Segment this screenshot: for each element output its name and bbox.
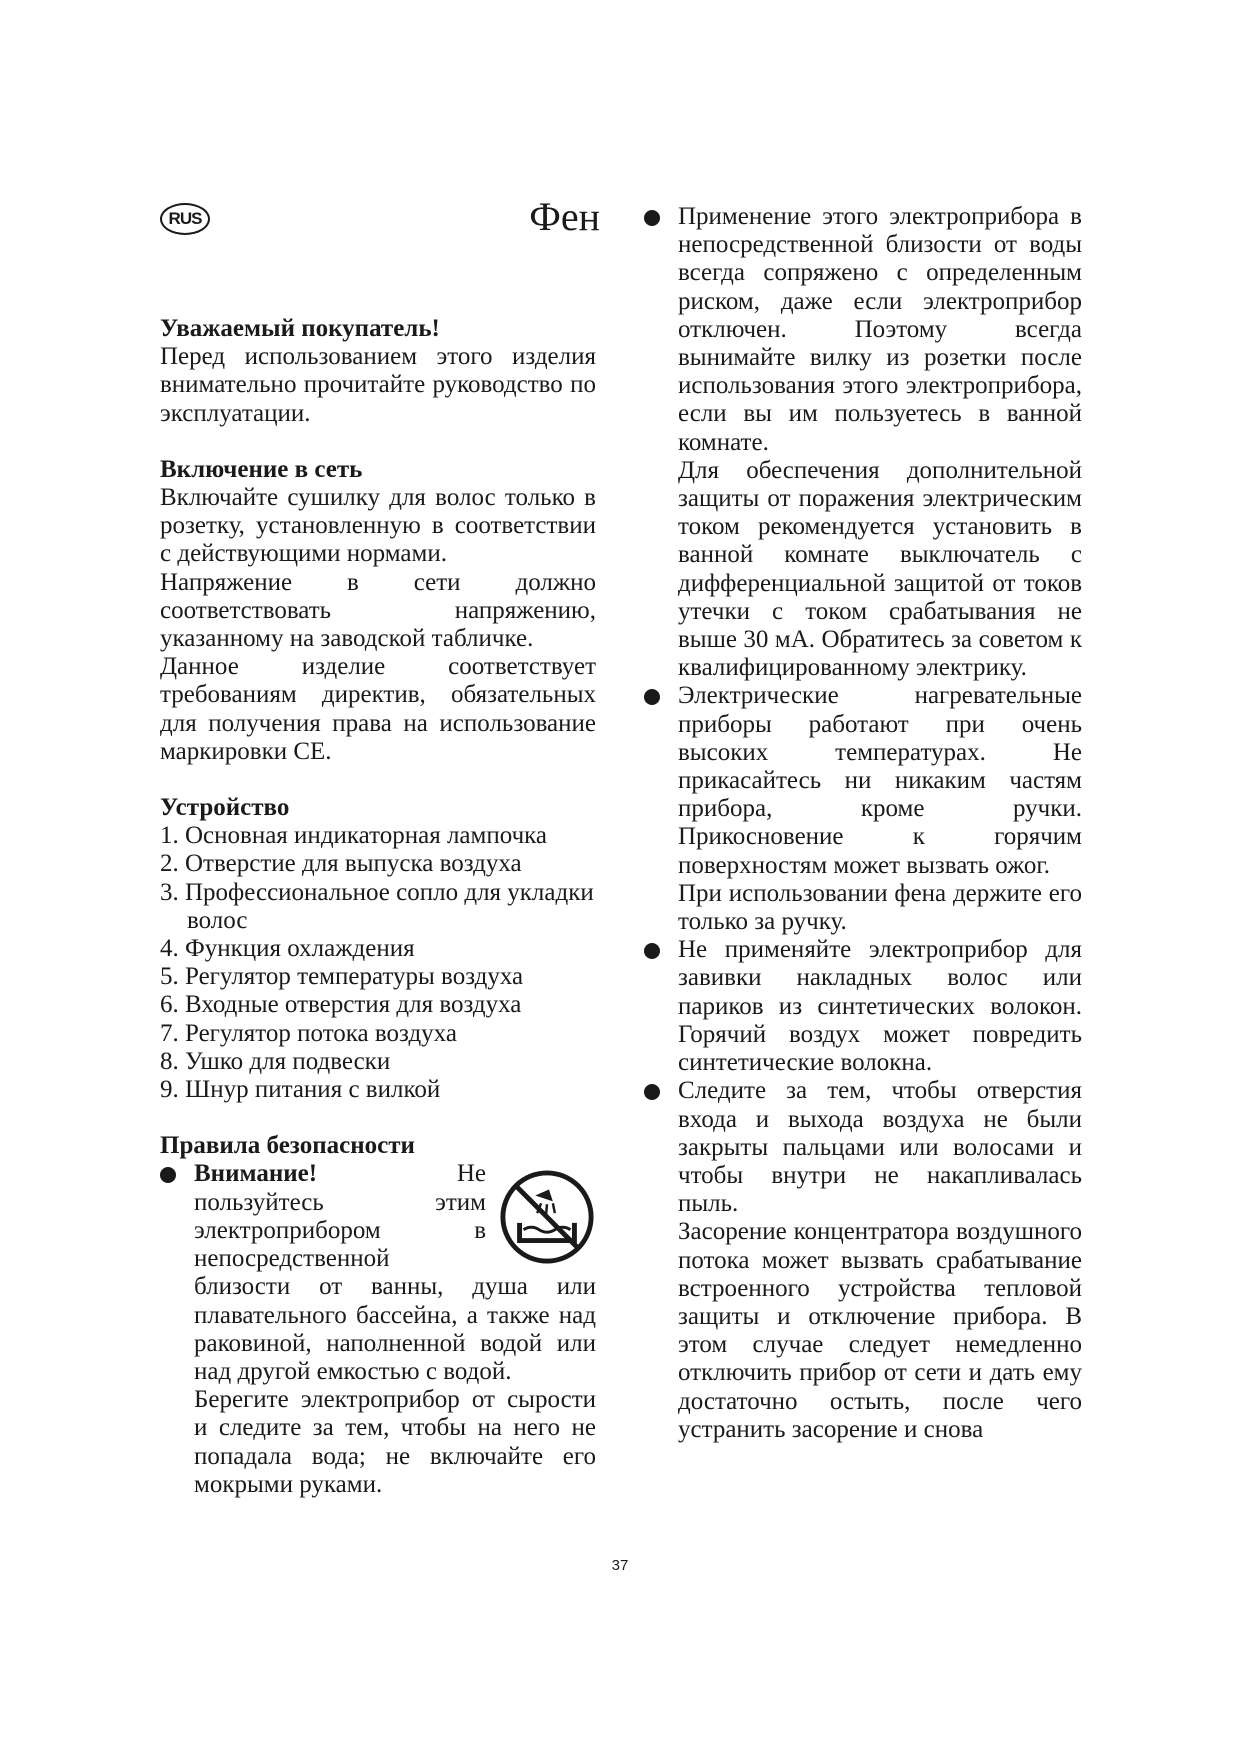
page-title: Фен <box>529 194 600 239</box>
bullet-lead: Следите за тем, чтобы отверстия входа и выхода воздуха не были закрыты пальцами или волосами и чтобы внутри не накапливалась пыль. <box>678 1077 1082 1218</box>
bullet-sub: Для обеспечения дополнительной защиты от поражения электрическим током рекомендуется установить в ванной комнате выключатель с дифференциальной защитой от токов утечки с током срабатывания не выше 30 мА. Обратитесь за советом к квалифицированному электрику. <box>678 456 1082 682</box>
warning-text-2: Берегите электроприбор от сырости и следите за тем, чтобы на него не попадала вода; не включайте его мокрыми руками. <box>194 1386 596 1498</box>
dear-customer-heading: Уважаемый покупатель! <box>160 315 440 342</box>
list-item: 3. Профессиональное сопло для укладки волос <box>160 878 594 934</box>
bullet-lead: Применение этого электроприбора в непосредственной близости от воды всегда сопряжено с определенным риском, даже если электроприбор отключен. Поэтому всегда вынимайте вилку из розетки после использования этого электроприбора, если вы им пользуетесь в ванной комнате. <box>678 203 1082 456</box>
bullet-icon <box>644 210 660 226</box>
warning-label: Внимание! <box>194 1160 318 1188</box>
page-number: 37 <box>611 1557 629 1574</box>
list-item: 1. Основная индикаторная лампочка <box>160 822 548 850</box>
list-item: 8. Ушко для подвески <box>160 1047 391 1075</box>
bullet-icon <box>160 1167 176 1183</box>
bullet-lead: Электрические нагревательные приборы работают при очень высоких температурах. Не прикасайтесь ни никаким частям прибора, кроме ручки. Прикосновение к горячим поверхностям может вызвать ожог. <box>678 682 1082 879</box>
list-item: 4. Функция охлаждения <box>160 935 415 963</box>
power-paragraph-3: Данное изделие соответствует требованиям директив, обязательных для получения права на использование маркировки CE. <box>160 653 596 765</box>
bullet-sub: При использовании фена держите его только за ручку. <box>678 879 1082 936</box>
bullet-sub: Засорение концентратора воздушного потока может вызвать срабатывание встроенного устройства тепловой защиты и отключение прибора. В этом случае следует немедленно отключить прибор от сети и дать ему достаточно остыть, после чего устранить засорение и снова <box>678 1218 1082 1443</box>
left-column <box>160 315 596 1499</box>
bullet-lead: Не применяйте электроприбор для завивки накладных волос или париков из синтетических волокон. Горячий воздух может повредить синтетические волокна. <box>678 936 1082 1077</box>
safety-warning-bullet <box>160 1160 596 1498</box>
list-item: 6. Входные отверстия для воздуха <box>160 991 522 1019</box>
power-heading: Включение в сеть <box>160 455 363 483</box>
bullet-icon <box>644 689 660 705</box>
power-paragraph-2: Напряжение в сети должно соответствовать напряжению, указанному на заводской табличке. <box>160 568 596 653</box>
dear-customer-text: Перед использованием этого изделия внимательно прочитайте руководство по эксплуатации. <box>160 343 596 427</box>
no-water-warning-icon <box>498 1168 596 1266</box>
list-item: 7. Регулятор потока воздуха <box>160 1019 457 1047</box>
safety-bullet-4 <box>644 1077 1082 1444</box>
right-column <box>644 203 1082 1444</box>
bullet-icon <box>644 1084 660 1100</box>
power-paragraph-1: Включайте сушилку для волос только в розетку, установленную в соответствии с действующими нормами. <box>160 484 596 568</box>
language-badge: RUS <box>160 203 210 235</box>
warning-text: Не пользуйтесь этим электроприбором в непосредственной близости от ванны, душа или плавательного бассейна, а также над раковиной, наполненной водой или над другой емкостью с водой. <box>194 1160 596 1385</box>
list-item: 9. Шнур питания с вилкой <box>160 1076 441 1104</box>
device-parts-list <box>160 822 596 1104</box>
device-heading: Устройство <box>160 794 290 822</box>
safety-heading: Правила безопасности <box>160 1132 415 1160</box>
safety-bullet-2 <box>644 682 1082 936</box>
bullet-icon <box>644 943 660 959</box>
safety-bullet-1 <box>644 203 1082 682</box>
safety-bullet-3 <box>644 936 1082 1077</box>
list-item: 2. Отверстие для выпуска воздуха <box>160 850 522 878</box>
list-item: 5. Регулятор температуры воздуха <box>160 963 524 991</box>
